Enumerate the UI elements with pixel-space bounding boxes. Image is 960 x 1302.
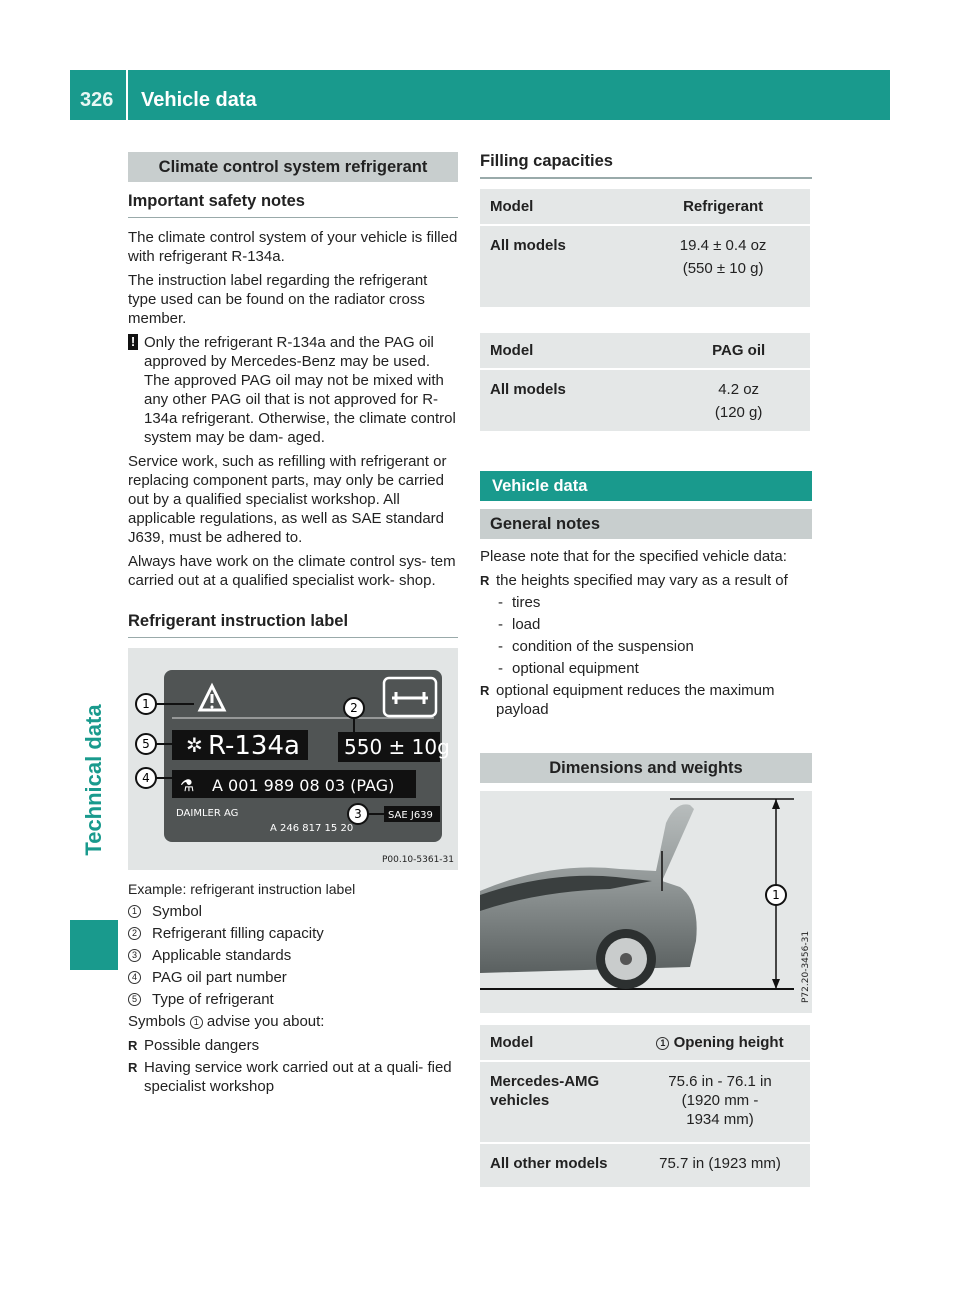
left-column xyxy=(128,152,458,1099)
paragraph-4: Always have work on the climate control sys- tem carried out at a qualified specialist work- shop. xyxy=(128,553,456,589)
car-image-code: P72.20-3456-31 xyxy=(801,930,811,1003)
notes-intro: Please note that for the specified vehicle data: xyxy=(480,548,787,565)
dash-item: - optional equipment xyxy=(480,659,812,678)
table-cell: Mercedes-AMG vehicles xyxy=(480,1061,630,1143)
table-header: Model xyxy=(480,1025,630,1061)
filling-capacities-heading: Filling capacities xyxy=(480,152,812,179)
table-cell: 4.2 oz (120 g) xyxy=(667,369,810,431)
legend-item: 4 PAG oil part number xyxy=(128,968,458,987)
car-image xyxy=(480,791,812,1013)
paragraph-2: The instruction label regarding the refrigerant type used can be found on the radiator cross member. xyxy=(128,272,428,327)
table-header: Model xyxy=(480,189,636,225)
car-illustration xyxy=(480,791,812,1013)
exclamation-icon: ! xyxy=(128,334,138,350)
legend-item: 1 Symbol xyxy=(128,902,458,921)
callout-5: 5 xyxy=(142,737,150,751)
warning-note xyxy=(128,333,458,447)
paragraph-3: Service work, such as refilling with refrigerant or replacing component parts, may only be carried out by a qualified specialist workshop. All applicable regulations, as well as SAE standard J639, must be adhered to. xyxy=(128,453,447,546)
refrigerant-table xyxy=(480,189,810,307)
table-header: PAG oil xyxy=(667,333,810,369)
legend-list xyxy=(128,902,458,1009)
bullet-item: R optional equipment reduces the maximum payload xyxy=(480,681,812,719)
label-illustration xyxy=(128,648,458,870)
table-cell: All models xyxy=(480,369,667,431)
header-bar xyxy=(70,70,890,120)
header-divider xyxy=(126,70,128,120)
table-cell: All models xyxy=(480,225,636,307)
table-cell: 75.6 in - 76.1 in (1920 mm - 1934 mm) xyxy=(630,1061,810,1143)
warning-text: Only the refrigerant R-134a and the PAG oil approved by Mercedes-Benz may be used. The approved PAG oil may not be mixed with any other PAG oil that is not approved for R-134a refrigerant. Otherwise, the climate control system may be dam- aged. xyxy=(144,334,456,446)
callout-1: 1 xyxy=(142,697,150,711)
paragraph-1: The climate control system of your vehicle is filled with refrigerant R-134a. xyxy=(128,229,458,265)
table-header: Model xyxy=(480,333,667,369)
section-heading-climate: Climate control system refrigerant xyxy=(128,152,458,182)
legend-item: 5 Type of refrigerant xyxy=(128,990,458,1009)
safety-notes-heading: Important safety notes xyxy=(128,192,458,218)
opening-height-table xyxy=(480,1025,810,1187)
table-cell: All other models xyxy=(480,1143,630,1187)
svg-text:⚗: ⚗ xyxy=(180,776,195,795)
vehicle-data-heading: Vehicle data xyxy=(480,471,812,501)
label-heading: Refrigerant instruction label xyxy=(128,612,458,638)
dash-item: - tires xyxy=(480,593,812,612)
pag-oil-table xyxy=(480,333,810,431)
dash-item: - condition of the suspension xyxy=(480,637,812,656)
table-header: Refrigerant xyxy=(636,189,810,225)
bullet-item: R Having service work carried out at a quali- fied specialist workshop xyxy=(128,1058,458,1096)
side-tab-label: Technical data xyxy=(81,704,106,856)
dash-item: - load xyxy=(480,615,812,634)
right-column xyxy=(480,152,812,1187)
refrigerant-label-image xyxy=(128,648,458,870)
label-number-text: A 246 817 15 20 xyxy=(270,823,354,834)
side-tab-marker xyxy=(70,920,118,970)
callout-3: 3 xyxy=(354,807,362,821)
page-title: Vehicle data xyxy=(141,89,257,111)
legend-item: 3 Applicable standards xyxy=(128,946,458,965)
table-cell: 75.7 in (1923 mm) xyxy=(630,1143,810,1187)
page-number: 326 xyxy=(80,89,114,111)
symbols-intro: Symbols 1 advise you about: xyxy=(128,1013,325,1030)
standard-text: SAE J639 xyxy=(388,810,433,821)
capacity-text: 550 ± 10g xyxy=(344,735,450,759)
callout-2: 2 xyxy=(350,701,358,715)
refrigerant-type-text: R-134a xyxy=(208,731,300,761)
dimensions-heading: Dimensions and weights xyxy=(480,753,812,783)
label-caption: Example: refrigerant instruction label xyxy=(128,881,356,897)
callout-4: 4 xyxy=(142,771,150,785)
bullet-item: R Possible dangers xyxy=(128,1036,458,1055)
bullet-item: R the heights specified may vary as a result of xyxy=(480,571,812,590)
part-number-text: A 001 989 08 03 (PAG) xyxy=(212,776,395,795)
legend-item: 2 Refrigerant filling capacity xyxy=(128,924,458,943)
table-cell: 19.4 ± 0.4 oz (550 ± 10 g) xyxy=(636,225,810,307)
svg-text:✲: ✲ xyxy=(186,733,203,757)
table-header: 1 Opening height xyxy=(630,1025,810,1061)
general-notes-heading: General notes xyxy=(480,509,812,539)
side-tab xyxy=(78,650,110,910)
maker-text: DAIMLER AG xyxy=(176,808,239,819)
image-code-label: P00.10-5361-31 xyxy=(381,855,454,865)
car-callout-1: 1 xyxy=(772,888,780,902)
